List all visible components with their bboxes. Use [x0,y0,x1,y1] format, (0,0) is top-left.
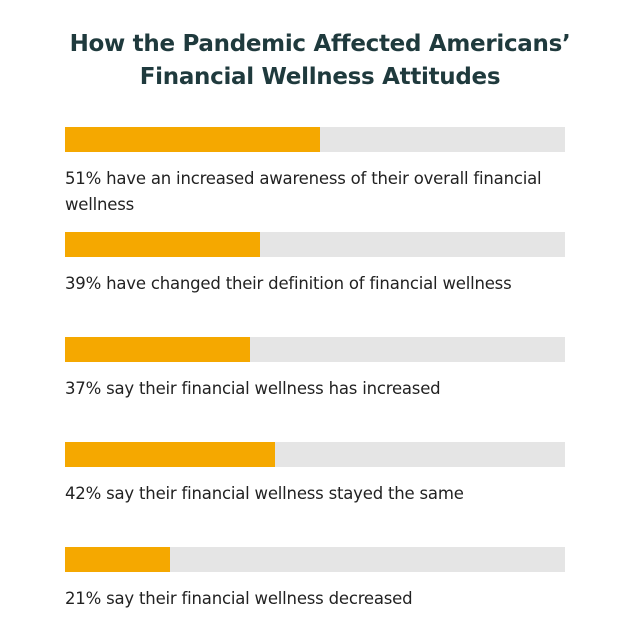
bar-label: 21% say their financial wellness decreased [65,589,413,608]
bar-track [65,232,565,257]
bar-item-definition [65,232,565,297]
bar-fill [65,232,260,257]
bar-label: 42% say their financial wellness stayed the same [65,484,464,503]
bar-track [65,127,565,152]
chart-title [0,28,640,94]
bar-item-decreased [65,547,565,612]
bar-label: 51% have an increased awareness of their overall financial wellness [65,169,542,214]
chart-title-line-1: How the Pandemic Affected Americans’ [69,31,571,57]
bar-item-same [65,442,565,507]
bar-track [65,337,565,362]
bar-fill [65,442,275,467]
bar-item-increased [65,337,565,402]
bar-fill [65,337,250,362]
bar-item-awareness [65,127,565,218]
bar-label: 39% have changed their definition of financial wellness [65,274,512,293]
bar-label: 37% say their financial wellness has increased [65,379,441,398]
bar-fill [65,547,170,572]
bar-track [65,442,565,467]
bar-fill [65,127,320,152]
bar-track [65,547,565,572]
chart-title-line-2: Financial Wellness Attitudes [139,64,501,90]
